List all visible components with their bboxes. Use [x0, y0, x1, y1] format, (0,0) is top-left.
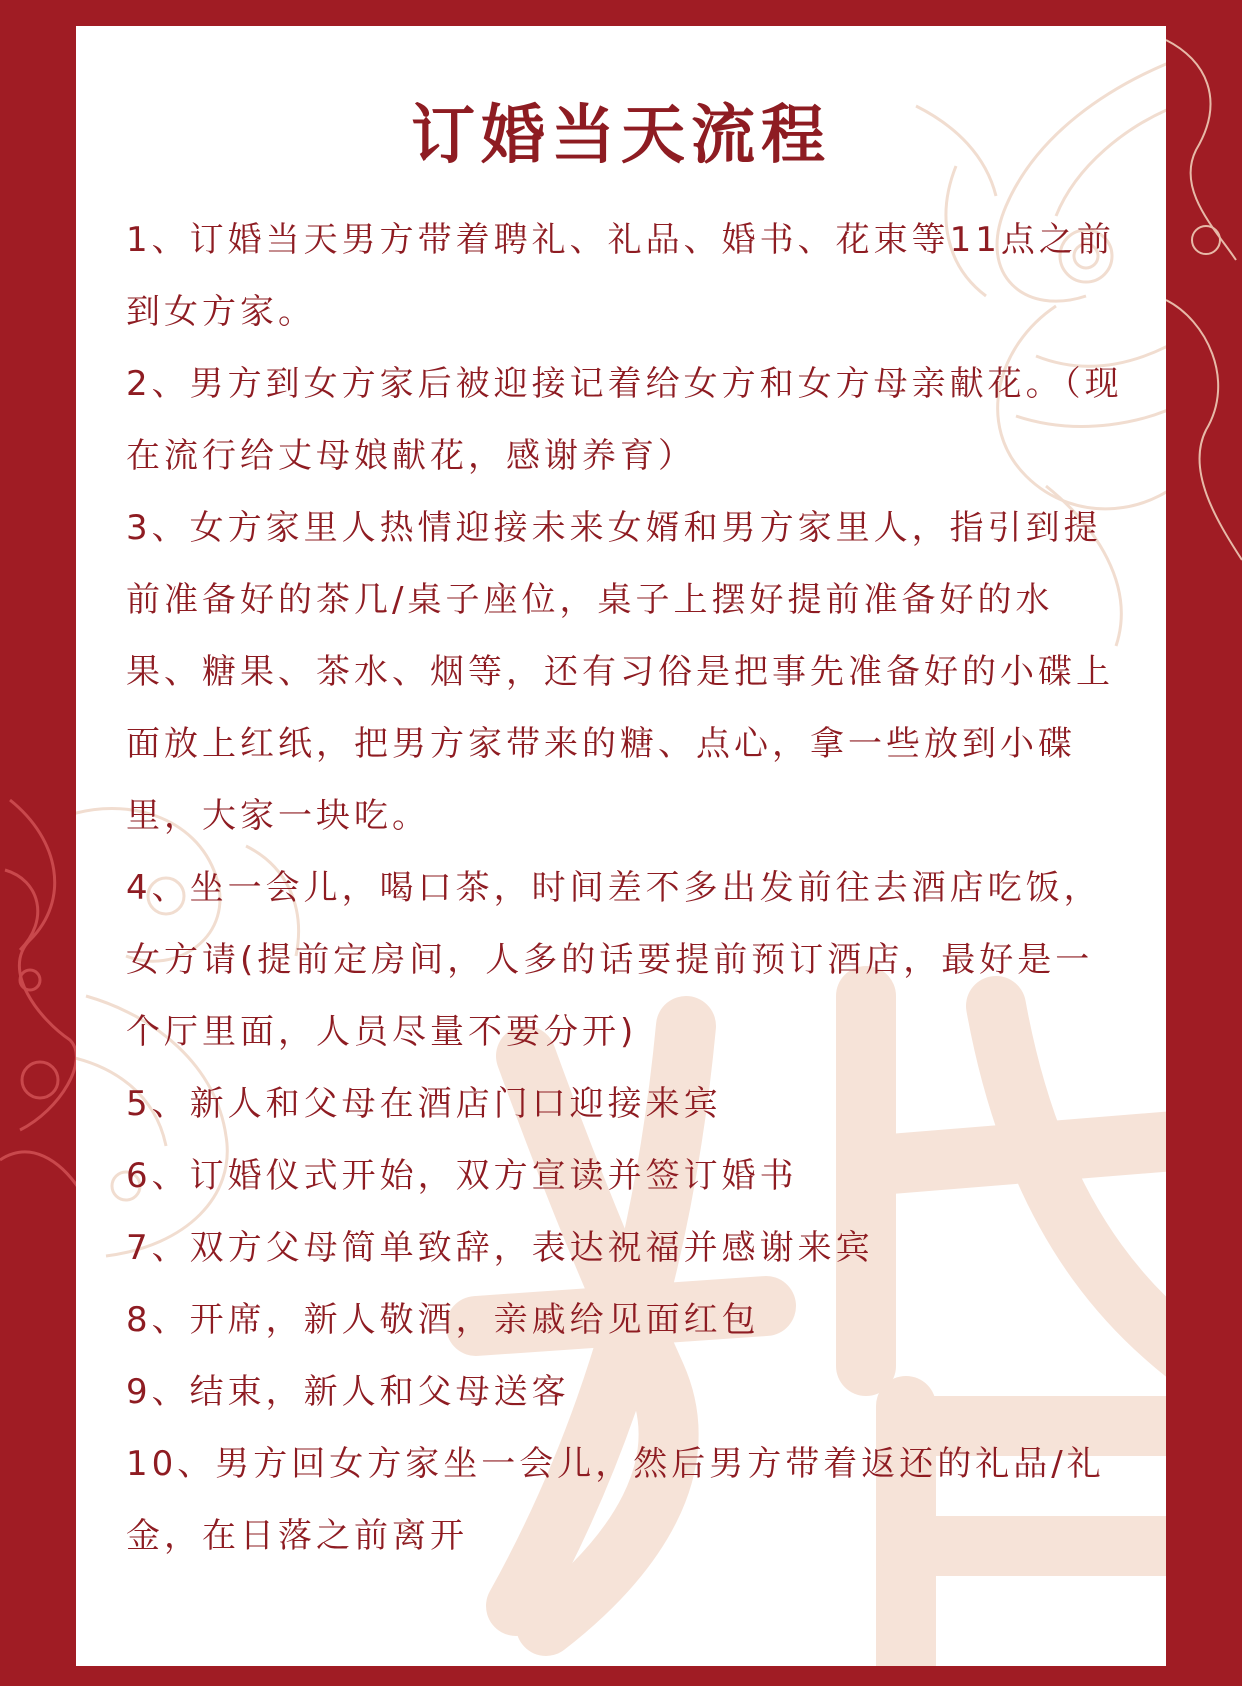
- list-item: [126, 1284, 1126, 1356]
- list-item: [126, 1212, 1126, 1284]
- step-text: 10、男方回女方家坐一会儿，然后男方带着返还的礼品/礼金，在日落之前离开: [126, 1444, 1105, 1556]
- step-text: 1、订婚当天男方带着聘礼、礼品、婚书、花束等11点之前到女方家。: [126, 220, 1115, 332]
- list-item: [126, 1356, 1126, 1428]
- list-item: [126, 852, 1126, 1068]
- content-card: [76, 26, 1166, 1666]
- step-text: 9、结束，新人和父母送客: [126, 1372, 570, 1412]
- list-item: [126, 1068, 1126, 1140]
- step-text: 3、女方家里人热情迎接未来女婿和男方家里人，指引到提前准备好的茶几/桌子座位，桌子上摆好提前准备好的水果、糖果、茶水、烟等，还有习俗是把事先准备好的小碟上面放上红纸，把男方家带来的糖、点心，拿一些放到小碟里，大家一块吃。: [126, 508, 1114, 836]
- list-item: [126, 1140, 1126, 1212]
- list-item: [126, 492, 1126, 852]
- page-title: 订婚当天流程: [411, 98, 831, 173]
- list-item: [126, 348, 1126, 492]
- step-list: [126, 204, 1126, 1572]
- list-item: [126, 204, 1126, 348]
- step-text: 4、坐一会儿，喝口茶，时间差不多出发前往去酒店吃饭，女方请(提前定房间，人多的话要提前预订酒店，最好是一个厅里面，人员尽量不要分开): [126, 868, 1102, 1052]
- phoenix-border-ornament-icon: [1166, 0, 1242, 620]
- step-text: 6、订婚仪式开始，双方宣读并签订婚书: [126, 1156, 798, 1196]
- step-text: 2、男方到女方家后被迎接记着给女方和女方母亲献花。（现在流行给丈母娘献花，感谢养育）: [126, 364, 1123, 476]
- list-item: [126, 1428, 1126, 1572]
- step-text: 8、开席，新人敬酒，亲戚给见面红包: [126, 1300, 760, 1340]
- step-text: 5、新人和父母在酒店门口迎接来宾: [126, 1084, 722, 1124]
- step-text: 7、双方父母简单致辞，表达祝福并感谢来宾: [126, 1228, 874, 1268]
